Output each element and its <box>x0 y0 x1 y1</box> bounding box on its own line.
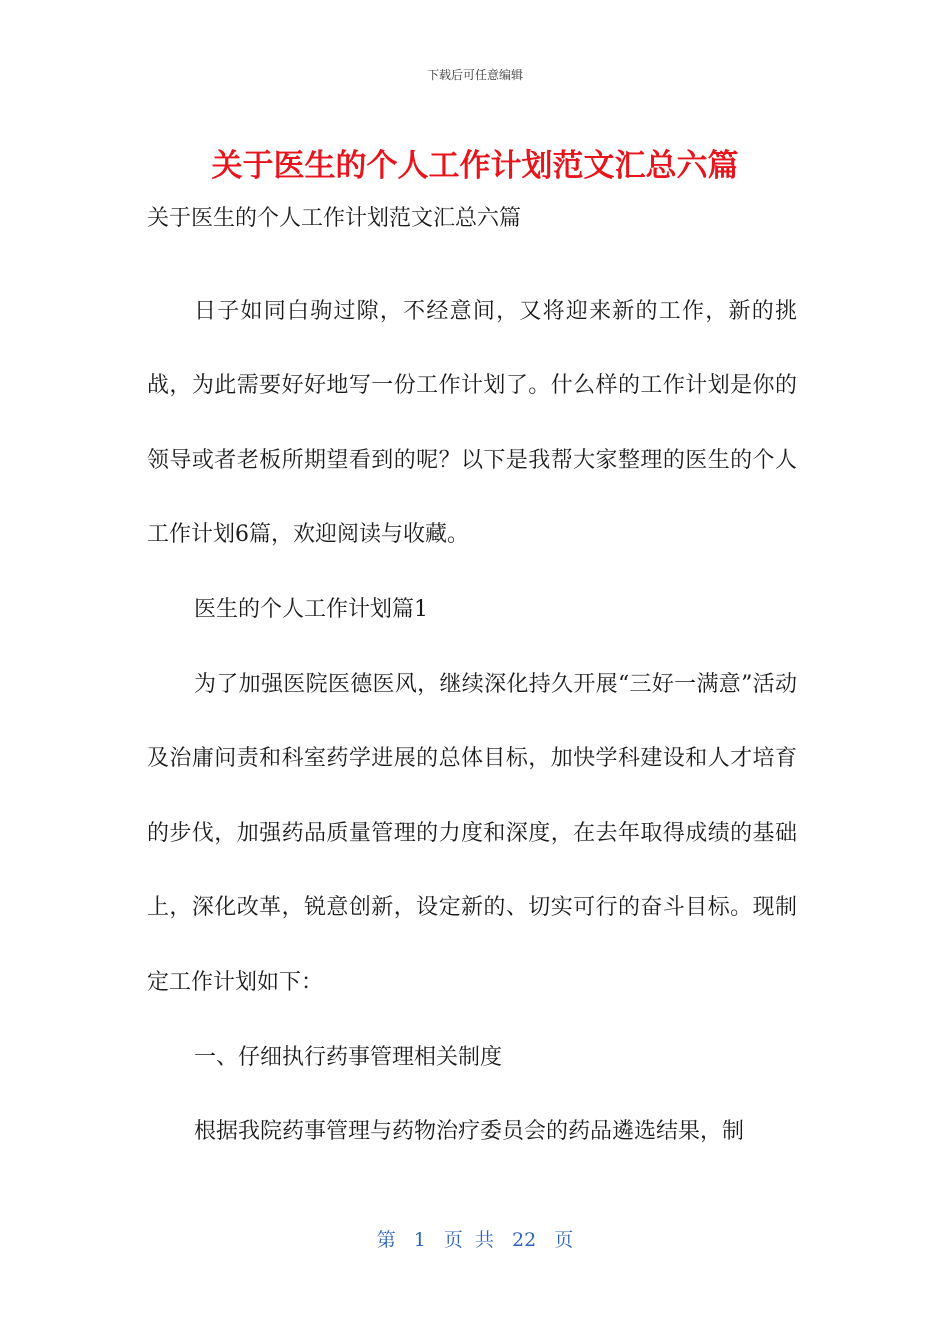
subsection-heading-1: 一、仔细执行药事管理相关制度 <box>194 1044 503 1070</box>
document-body <box>147 200 797 1170</box>
paragraph-drug-selection: 根据我院药事管理与药物治疗委员会的药品遴选结果，制 <box>194 1119 745 1145</box>
footer-total-pages: 22 <box>512 1229 537 1251</box>
document-subtitle: 关于医生的个人工作计划范文汇总六篇 <box>147 206 522 231</box>
section-heading-plan-1: 医生的个人工作计划篇1 <box>194 596 428 622</box>
footer-prefix: 第 <box>376 1229 396 1251</box>
document-title: 关于医生的个人工作计划范文汇总六篇 <box>211 148 739 184</box>
footer-current-page: 1 <box>413 1229 426 1251</box>
header-note: 下载后可任意编辑 <box>426 68 523 82</box>
footer-suffix: 页 <box>554 1229 574 1251</box>
page-footer <box>0 1225 950 1252</box>
paragraph-intro: 日子如同白驹过隙，不经意间，又将迎来新的工作，新的挑战，为此需要好好地写一份工作计划了。什么样的工作计划是你的领导或者老板所期望看到的呢？以下是我帮大家整理的医生的个人工作计划6篇，欢迎阅读与收藏。 <box>147 298 797 548</box>
paragraph-plan-1-goals: 为了加强医院医德医风，继续深化持久开展“三好一满意”活动及治庸问责和科室药学进展的总体目标，加快学科建设和人才培育的步伐，加强药品质量管理的力度和深度，在去年取得成绩的基础上，深化改革，锐意创新，设定新的、切实可行的奋斗目标。现制定工作计划如下： <box>147 671 797 995</box>
footer-middle: 页 共 <box>443 1229 494 1251</box>
